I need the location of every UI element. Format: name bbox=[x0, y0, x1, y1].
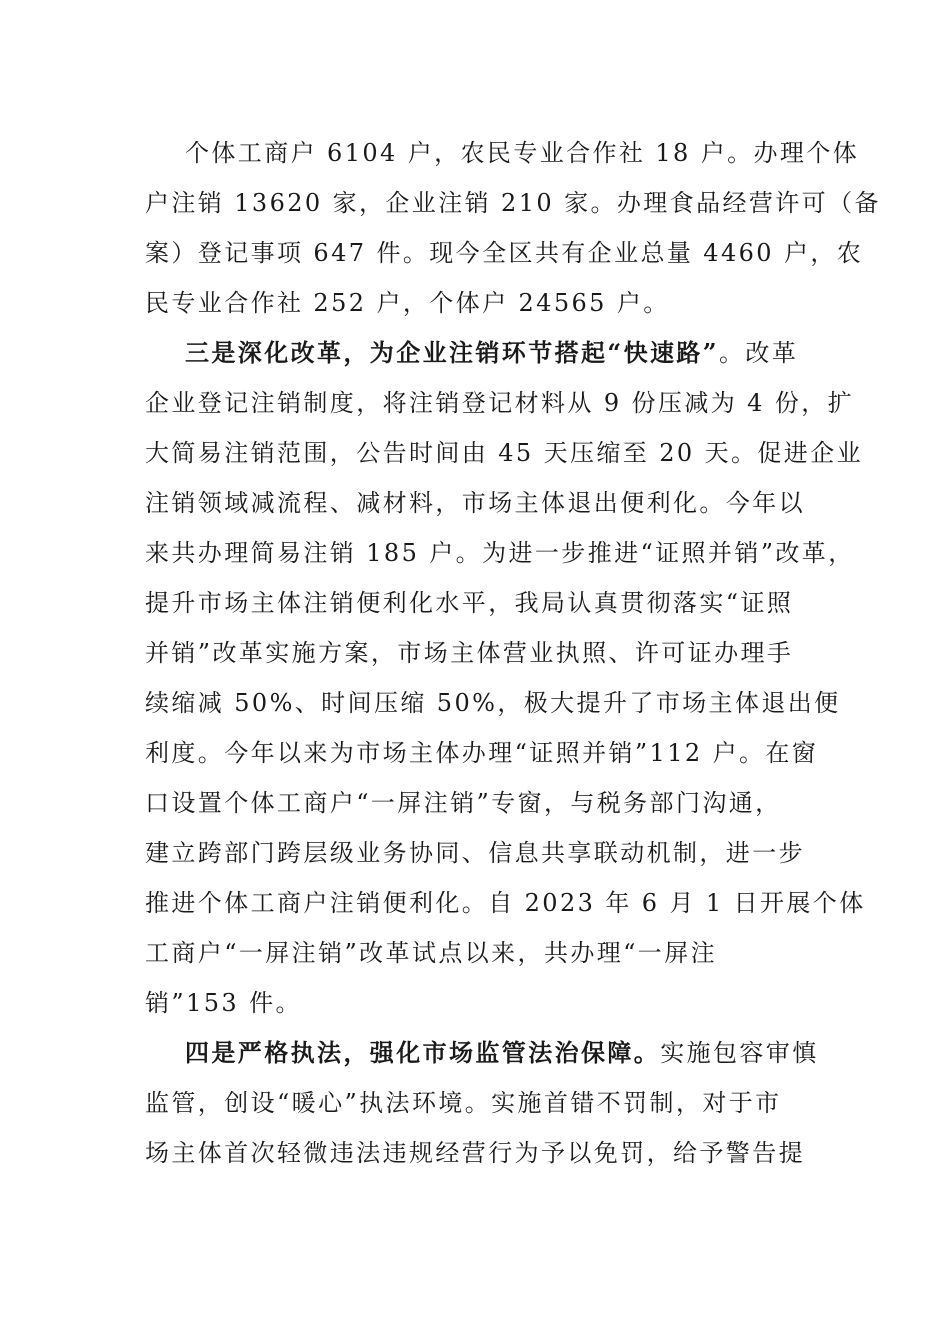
paragraph-2-line-11: 建立跨部门跨层级业务协同、信息共享联动机制，进一步 bbox=[145, 839, 805, 867]
paragraph-1-line-4: 民专业合作社 252 户，个体户 24565 户。 bbox=[145, 289, 670, 317]
paragraph-1-line-3: 案）登记事项 647 件。现今全区共有企业总量 4460 户，农 bbox=[145, 239, 864, 267]
paragraph-3-line-1 bbox=[145, 1028, 825, 1078]
paragraph-1-line-1: 个体工商户 6104 户，农民专业合作社 18 户。办理个体 bbox=[185, 139, 860, 167]
paragraph-3-heading: 四是严格执法，强化市场监管法治保障。 bbox=[185, 1038, 661, 1067]
paragraph-2-line-6: 提升市场主体注销便利化水平，我局认真贯彻落实“证照 bbox=[145, 589, 794, 617]
paragraph-2-line-8: 续缩减 50%、时间压缩 50%，极大提升了市场主体退出便 bbox=[145, 689, 841, 717]
paragraph-2-line-13: 工商户“一屏注销”改革试点以来，共办理“一屏注 bbox=[145, 939, 718, 967]
paragraph-2-first-rest: 。改革 bbox=[719, 339, 799, 367]
paragraph-1-line-2: 户注销 13620 家，企业注销 210 家。办理食品经营许可（备 bbox=[145, 189, 881, 217]
paragraph-2-line-7: 并销”改革实施方案，市场主体营业执照、许可证办理手 bbox=[145, 639, 794, 667]
paragraph-2-line-5: 来共办理简易注销 185 户。为进一步推进“证照并销”改革， bbox=[145, 539, 855, 567]
paragraph-2-line-10: 口设置个体工商户“一屏注销”专窗，与税务部门沟通， bbox=[145, 789, 782, 817]
paragraph-2-line-4: 注销领域减流程、减材料，市场主体退出便利化。今年以 bbox=[145, 489, 805, 517]
paragraph-2-line-2: 企业登记注销制度，将注销登记材料从 9 份压减为 4 份，扩 bbox=[145, 389, 855, 417]
paragraph-2-line-1 bbox=[145, 328, 825, 378]
paragraph-2-line-9: 利度。今年以来为市场主体办理“证照并销”112 户。在窗 bbox=[145, 739, 819, 767]
paragraph-2-heading: 三是深化改革，为企业注销环节搭起“快速路” bbox=[185, 338, 720, 367]
paragraph-3-line-3: 场主体首次轻微违法违规经营行为予以免罚，给予警告提 bbox=[145, 1139, 805, 1167]
document-body bbox=[145, 128, 881, 1178]
paragraph-3-first-rest: 实施包容审慎 bbox=[660, 1039, 819, 1067]
paragraph-3-line-2: 监管，创设“暖心”执法环境。实施首错不罚制，对于市 bbox=[145, 1089, 782, 1117]
paragraph-2-line-3: 大简易注销范围，公告时间由 45 天压缩至 20 天。促进企业 bbox=[145, 439, 863, 467]
paragraph-2-line-12: 推进个体工商户注销便利化。自 2023 年 6 月 1 日开展个体 bbox=[145, 889, 866, 917]
paragraph-2-line-14: 销”153 件。 bbox=[145, 989, 302, 1017]
